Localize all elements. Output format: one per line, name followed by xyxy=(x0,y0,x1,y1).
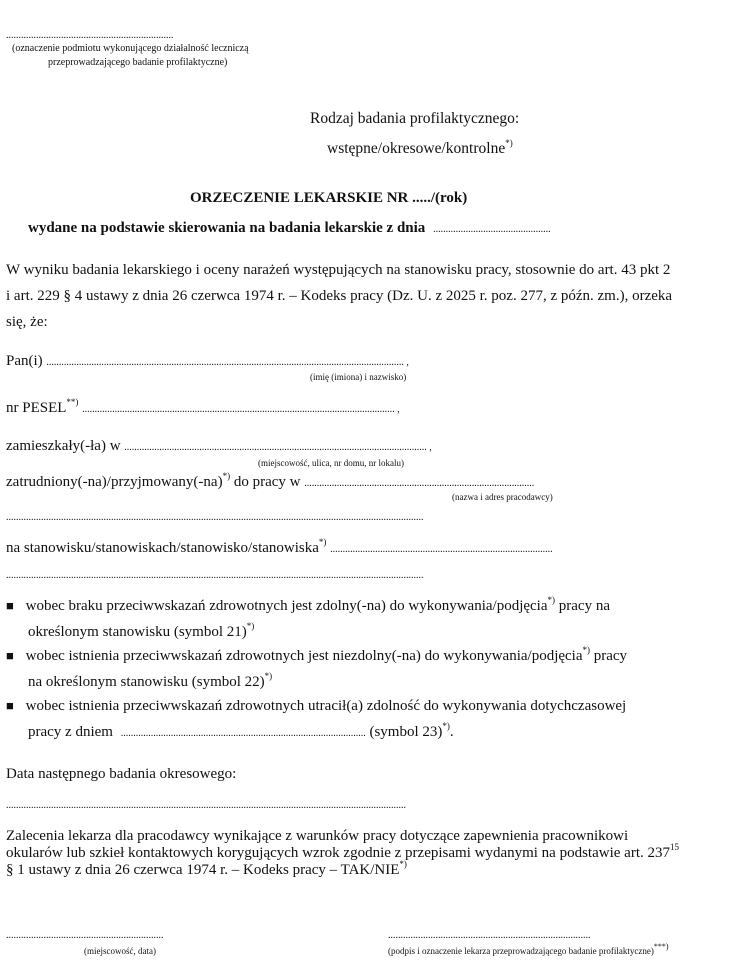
lost-date-dots: .................................................................................................. xyxy=(120,728,366,739)
square-bullet-icon: ■ xyxy=(6,698,14,713)
intro-line2: i art. 229 § 4 ustawy z dnia 26 czerwca 1974 r. – Kodeks pracy (Dz. U. z 2025 r. poz. 277, z późn. zm.), orzeka xyxy=(6,288,673,304)
footnote-mark: **) xyxy=(66,397,79,407)
article-superscript: 15 xyxy=(669,842,679,852)
place-date-caption: (miejscowość, data) xyxy=(84,946,156,956)
name-field xyxy=(6,353,409,370)
recommendation-text: okularów lub szkieł kontaktowych korygujących wzrok zgodnie z przepisami wydanymi na podstawie art. 237 xyxy=(6,845,670,861)
signature-caption xyxy=(388,942,669,956)
intro-line3: się, że: xyxy=(6,314,48,330)
referral-date-dots: ............................................... xyxy=(433,224,551,235)
footnote-mark: *) xyxy=(318,537,327,547)
decision-text-end: pracy na xyxy=(558,598,610,614)
footnote-mark: *) xyxy=(505,137,513,148)
referral-label: wydane na podstawie skierowania na badania lekarskie z dnia xyxy=(28,220,426,236)
recommendation-line1: Zalecenia lekarza dla pracodawcy wynikające z warunków pracy dotyczące zapewnienia pracownikowi xyxy=(6,828,629,844)
entity-dots: ................................................................... xyxy=(6,30,174,41)
next-exam-label: Data następnego badania okresowego: xyxy=(6,766,237,782)
decision-item-unfit-line2 xyxy=(28,671,273,691)
employment-label-2: do pracy w xyxy=(233,474,301,490)
next-exam-dots: ................................................................................................................................................................ xyxy=(6,800,406,811)
position-dots: ......................................................................................... xyxy=(330,544,553,555)
signature-caption-text: (podpis i oznaczenie lekarza przeprowadzającego badanie profilaktyczne) xyxy=(388,946,654,956)
decision-text-end: pracy xyxy=(593,648,628,664)
decision-text: pracy z dniem xyxy=(28,724,113,740)
signature-dots: ................................................................................. xyxy=(388,930,591,941)
position-field xyxy=(6,537,553,557)
document-title: ORZECZENIE LEKARSKIE NR ...../(rok) xyxy=(190,190,468,206)
decision-text: wobec istnienia przeciwwskazań zdrowotnych utracił(a) zdolność do wykonywania dotychczasowej xyxy=(25,698,627,714)
exam-type-options: wstępne/okresowe/kontrolne xyxy=(327,140,506,157)
pesel-label: nr PESEL xyxy=(6,400,67,416)
intro-line1: W wyniku badania lekarskiego i oceny narażeń występujących na stanowisku pracy, stosownie do art. 43 pkt 2 xyxy=(6,262,671,278)
square-bullet-icon: ■ xyxy=(6,598,14,613)
pesel-field xyxy=(6,397,400,417)
employer-continuation-dots: ....................................................................................................................................................................... xyxy=(6,512,424,523)
footnote-mark: *) xyxy=(246,621,255,631)
place-date-dots: ............................................................... xyxy=(6,930,164,941)
entity-caption-line1: (oznaczenie podmiotu wykonującego działalność leczniczą xyxy=(12,43,249,54)
footnote-mark: ***) xyxy=(653,942,669,951)
decision-text: wobec braku przeciwwskazań zdrowotnych jest zdolny(-na) do wykonywania/podjęcia xyxy=(25,598,548,614)
decision-item-fit xyxy=(6,595,610,615)
decision-item-fit-line2 xyxy=(28,621,255,641)
address-label: zamieszkały(-ła) w xyxy=(6,438,121,454)
pesel-dots: ............................................................................................................................. , xyxy=(82,404,400,415)
recommendation-line3 xyxy=(6,859,407,879)
employer-caption: (nazwa i adres pracodawcy) xyxy=(452,492,553,502)
exam-type-value xyxy=(327,137,513,158)
employment-field xyxy=(6,471,535,491)
address-dots: ......................................................................................................................... , xyxy=(124,442,432,453)
recommendation-line2 xyxy=(6,842,679,862)
footnote-mark: *) xyxy=(264,671,273,681)
decision-text: określonym stanowisku (symbol 21) xyxy=(28,624,247,640)
decision-text-end: (symbol 23) xyxy=(369,724,443,740)
recommendation-text: § 1 ustawy z dnia 26 czerwca 1974 r. – Kodeks pracy – TAK/NIE xyxy=(6,862,400,878)
decision-item-lost xyxy=(6,698,626,715)
entity-caption-line2: przeprowadzającego badanie profilaktyczne) xyxy=(48,57,228,68)
footnote-mark: *) xyxy=(582,645,590,655)
employment-label: zatrudniony(-na)/przyjmowany(-na) xyxy=(6,474,223,490)
footnote-mark: *) xyxy=(547,595,556,605)
name-label: Pan(i) xyxy=(6,353,43,369)
square-bullet-icon: ■ xyxy=(6,648,14,663)
decision-item-unfit xyxy=(6,645,628,665)
employment-dots: ............................................................................................ xyxy=(304,478,535,489)
decision-text-tail: . xyxy=(449,724,454,740)
decision-item-lost-line2 xyxy=(28,721,454,741)
position-label: na stanowisku/stanowiskach/stanowisko/stanowiska xyxy=(6,540,319,556)
referral-line xyxy=(28,220,551,237)
decision-text: na określonym stanowisku (symbol 22) xyxy=(28,674,265,690)
position-continuation-dots: ....................................................................................................................................................................... xyxy=(6,570,424,581)
name-dots: ............................................................................................................................................... , xyxy=(46,357,409,368)
name-caption: (imię (imiona) i nazwisko) xyxy=(310,372,407,382)
address-field xyxy=(6,438,432,455)
decision-text: wobec istnienia przeciwwskazań zdrowotnych jest niezdolny(-na) do wykonywania/podjęcia xyxy=(25,648,583,664)
footnote-mark: *) xyxy=(399,859,407,869)
exam-type-label: Rodzaj badania profilaktycznego: xyxy=(310,110,520,127)
address-caption: (miejscowość, ulica, nr domu, nr lokalu) xyxy=(258,458,404,468)
footnote-mark: *) xyxy=(222,471,231,481)
footnote-mark: *) xyxy=(442,721,450,731)
